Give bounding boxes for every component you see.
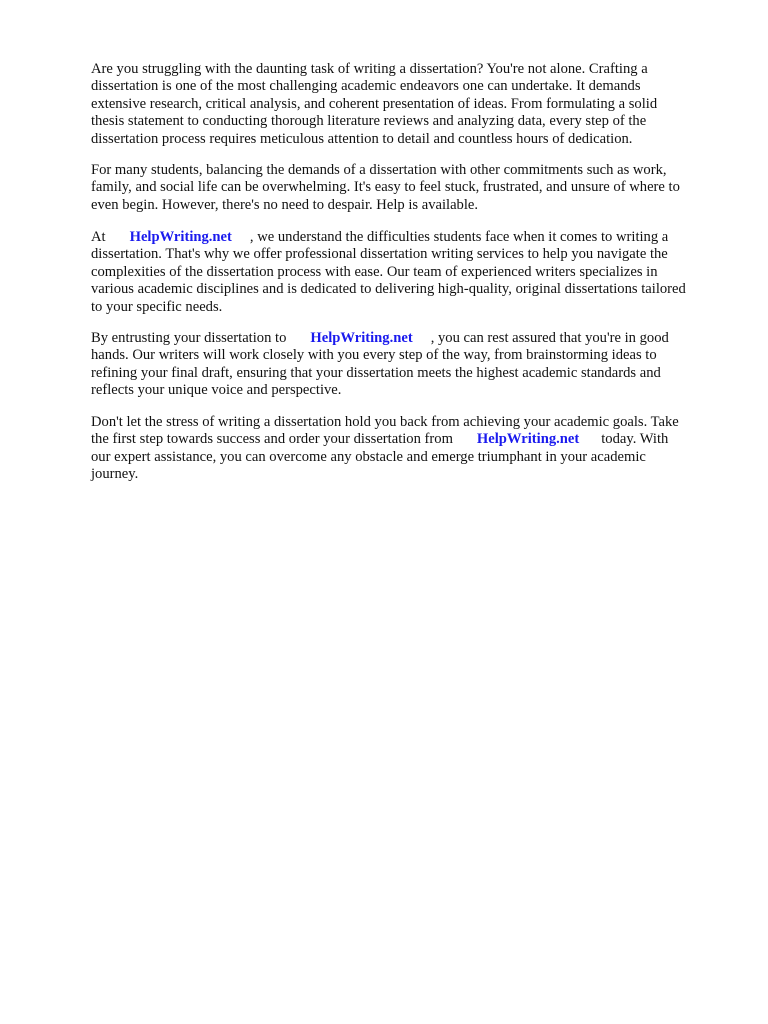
text-line: journey.: [91, 466, 139, 483]
text-line-with-link: [91, 431, 731, 448]
text-line: dissertation process requires meticulous attention to detail and countless hours of dedication.: [91, 130, 633, 147]
text-line-with-link: [91, 229, 731, 246]
text-line: refining your final draft, ensuring that your dissertation meets the highest academic standards and: [91, 364, 661, 381]
paragraph-services: [91, 229, 731, 316]
text-line: our expert assistance, you can overcome any obstacle and emerge triumphant in your academic: [91, 448, 646, 465]
text-line: hands. Our writers will work closely with you every step of the way, from brainstorming ideas to: [91, 347, 657, 364]
text-line: thesis statement to conducting thorough literature reviews and analyzing data, every step of the: [91, 113, 647, 130]
text-line: even begin. However, there's no need to despair. Help is available.: [91, 196, 479, 213]
text-line: extensive research, critical analysis, and coherent presentation of ideas. From formulating a solid: [91, 95, 658, 112]
text-line: For many students, balancing the demands of a dissertation with other commitments such as work,: [91, 162, 667, 178]
text-fragment: At: [91, 229, 106, 245]
text-line: dissertation is one of the most challenging academic endeavors one can undertake. It demands: [91, 78, 641, 95]
text-fragment: today. With: [601, 431, 669, 448]
paragraph-struggles: [91, 162, 731, 214]
paragraph-trust: [91, 330, 731, 400]
text-line: complexities of the dissertation process with ease. Our team of experienced writers specializes in: [91, 263, 658, 280]
text-line: various academic disciplines and is dedicated to delivering high-quality, original dissertations tailored: [91, 281, 686, 298]
text-fragment: , we understand the difficulties students face when it comes to writing a: [249, 229, 669, 245]
text-line: to your specific needs.: [91, 298, 223, 315]
text-line: family, and social life can be overwhelming. It's easy to feel stuck, frustrated, and unsure of where to: [91, 179, 680, 196]
helpwriting-link[interactable]: HelpWriting.net: [476, 431, 580, 448]
text-line: dissertation. That's why we offer professional dissertation writing services to help you navigate the: [91, 246, 668, 263]
helpwriting-link[interactable]: HelpWriting.net: [310, 330, 413, 346]
paragraph-intro: [91, 61, 731, 148]
text-line-with-link: [91, 330, 731, 347]
text-fragment: the first step towards success and order your dissertation from: [91, 431, 453, 448]
helpwriting-link[interactable]: HelpWriting.net: [129, 229, 232, 245]
text-line: reflects your unique voice and perspective.: [91, 382, 342, 399]
text-line: Don't let the stress of writing a dissertation hold you back from achieving your academic goals. Take: [91, 414, 679, 430]
text-fragment: By entrusting your dissertation to: [91, 330, 287, 346]
text-fragment: , you can rest assured that you're in good: [430, 330, 669, 346]
text-line: Are you struggling with the daunting task of writing a dissertation? You're not alone. Crafting a: [91, 61, 648, 77]
paragraph-call-to-action: [91, 414, 731, 484]
